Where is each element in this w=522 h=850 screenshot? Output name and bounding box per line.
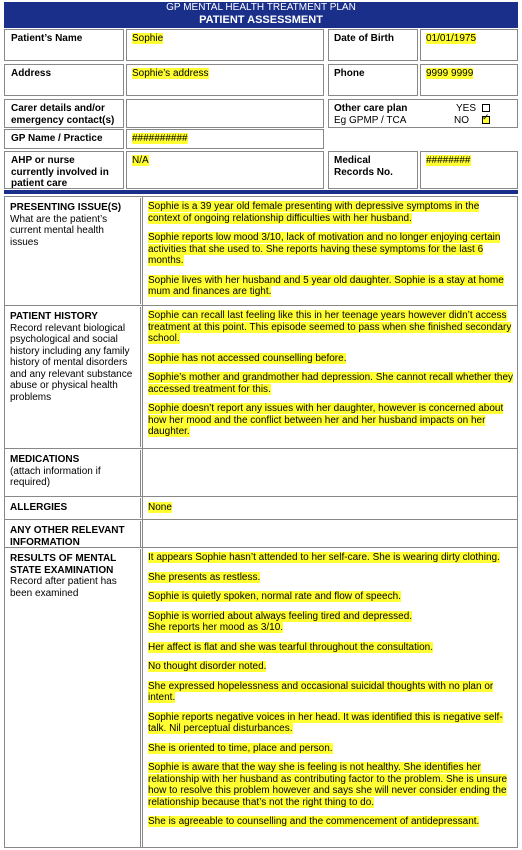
allergies-title: ALLERGIES: [10, 502, 68, 513]
form-title: GP MENTAL HEALTH TREATMENT PLAN: [166, 2, 356, 13]
allergies-field[interactable]: [144, 498, 518, 518]
mse-label-cell: [4, 549, 141, 847]
form-header: [4, 2, 518, 28]
mse-title: RESULTS OF MENTAL STATE EXAMINATION: [10, 553, 117, 576]
dob-value: 01/01/1975: [426, 33, 477, 44]
mse-subtitle: Record after patient has been examined: [10, 576, 117, 599]
ahp-label: AHP or nurse currently involved in patient care: [11, 155, 109, 189]
other-info-field[interactable]: [144, 521, 518, 547]
mse-text: Sophie is worried about always feeling tired and depressed. She reports her mood as 3/10.: [148, 610, 413, 633]
mse-text: Sophie is aware that the way she is feeling is not healthy. She identifies her relationship with her husband as contributing factor to the problem. She is unsure how to resolve this problem however and says she will never consider ending the relationship because that’s not the right thing to do.: [148, 762, 508, 808]
gp-field[interactable]: [126, 129, 324, 149]
phone-label-cell: [328, 64, 418, 96]
yes-checkbox[interactable]: [482, 104, 490, 112]
address-field[interactable]: [126, 64, 324, 96]
presenting-issues-field[interactable]: [144, 198, 518, 304]
medical-records-label-cell: [328, 151, 418, 189]
other-info-label-cell: [4, 521, 141, 547]
medications-subtitle: (attach information if required): [10, 465, 101, 488]
presenting-issues-text: Sophie is a 39 year old female presenting with depressive symptoms in the context of ongoing relationship difficulties with her husband.: [148, 201, 480, 224]
dob-label-cell: [328, 29, 418, 61]
patient-history-subtitle: Record relevant biological psychological and social history including any family history of mental disorders and any relevant substance abuse or physical health problems: [10, 322, 133, 403]
allergies-label-cell: [4, 498, 141, 518]
other-care-plan-sublabel: Eg GPMP / TCA: [334, 114, 407, 126]
ahp-field[interactable]: [126, 151, 324, 189]
mse-text: She is agreeable to counselling and the commencement of antidepressant.: [148, 816, 480, 827]
ahp-value: N/A: [132, 155, 149, 166]
phone-value: 9999 9999: [426, 68, 474, 79]
address-value: Sophie’s address: [132, 68, 209, 79]
medical-records-label: Medical Records No.: [334, 155, 393, 178]
column-divider: [142, 196, 143, 848]
patient-name-label-cell: [4, 29, 124, 61]
other-care-plan-label: Other care plan: [334, 103, 408, 114]
patient-history-text: Sophie can recall last feeling like this in her teenage years however didn’t access treatment at this point. This episode seemed to pass when she finished secondary school.: [148, 310, 512, 344]
row-divider: [4, 496, 518, 497]
mse-text: No thought disorder noted.: [148, 661, 267, 672]
medical-records-value: ########: [426, 155, 471, 166]
row-divider: [4, 519, 518, 520]
medical-records-field[interactable]: [420, 151, 518, 189]
patient-history-text: Sophie doesn’t report any issues with her daughter, however is concerned about how her mood and the conflict between her and her husband impacts on her daughter.: [148, 403, 504, 437]
form-subtitle: PATIENT ASSESSMENT: [199, 14, 323, 26]
other-info-title: ANY OTHER RELEVANT INFORMATION: [10, 525, 125, 548]
yes-label: YES: [455, 103, 476, 114]
mse-text: She is oriented to time, place and person.: [148, 742, 333, 754]
presenting-issues-title: PRESENTING ISSUE(S): [10, 202, 122, 213]
patient-name-value: Sophie: [132, 33, 164, 44]
mse-text: Her affect is flat and she was tearful throughout the consultation.: [148, 641, 433, 653]
presenting-issues-text: Sophie reports low mood 3/10, lack of motivation and no longer enjoying certain activities that she used to. She reports having these symptoms for the last 6 months.: [148, 232, 501, 266]
mse-text: She expressed hopelessness and occasional suicidal thoughts with no plan or intent.: [148, 680, 494, 703]
ahp-label-cell: [4, 151, 124, 189]
address-label-cell: [4, 64, 124, 96]
patient-name-label: Patient’s Name: [11, 33, 83, 44]
patient-history-title: PATIENT HISTORY: [10, 311, 98, 322]
patient-name-field[interactable]: [126, 29, 324, 61]
phone-label: Phone: [334, 68, 365, 79]
medications-label-cell: [4, 450, 141, 496]
section-divider: [4, 190, 518, 194]
mse-text: She presents as restless.: [148, 571, 261, 583]
gp-value: ##########: [132, 133, 188, 144]
carer-field[interactable]: [126, 99, 324, 128]
gp-label: GP Name / Practice: [11, 133, 103, 144]
row-divider: [4, 305, 518, 306]
no-checkbox[interactable]: [482, 116, 490, 124]
presenting-issues-subtitle: What are the patient’s current mental health issues: [10, 213, 108, 248]
row-divider: [4, 448, 518, 449]
patient-history-field[interactable]: [144, 307, 518, 447]
medications-title: MEDICATIONS: [10, 454, 80, 465]
medications-field[interactable]: [144, 450, 518, 496]
carer-label-cell: [4, 99, 124, 128]
other-care-plan-cell: [328, 99, 518, 128]
mse-text: Sophie is quietly spoken, normal rate and flow of speech.: [148, 591, 401, 602]
allergies-value: None: [148, 502, 172, 513]
patient-history-text: Sophie’s mother and grandmother had depression. She cannot recall whether they accessed treatment for this.: [148, 372, 514, 395]
dob-label: Date of Birth: [334, 33, 394, 44]
presenting-issues-label-cell: [4, 198, 141, 304]
gp-label-cell: [4, 129, 124, 149]
dob-field[interactable]: [420, 29, 518, 61]
mse-text: It appears Sophie hasn’t attended to her self-care. She is wearing dirty clothing.: [148, 552, 500, 563]
presenting-issues-text: Sophie lives with her husband and 5 year old daughter. Sophie is a stay at home mum and finances are tight.: [148, 274, 504, 297]
mse-field[interactable]: [144, 549, 518, 847]
address-label: Address: [11, 68, 52, 79]
row-divider: [4, 547, 518, 548]
carer-label: Carer details and/or emergency contact(s): [11, 103, 115, 126]
patient-history-text: Sophie has not accessed counselling before.: [148, 352, 347, 364]
phone-field[interactable]: [420, 64, 518, 96]
patient-history-label-cell: [4, 307, 141, 447]
no-label: NO: [454, 114, 469, 126]
mse-text: Sophie reports negative voices in her head. It was identified this is negative self-talk. Nil perceptual disturbances.: [148, 711, 503, 734]
